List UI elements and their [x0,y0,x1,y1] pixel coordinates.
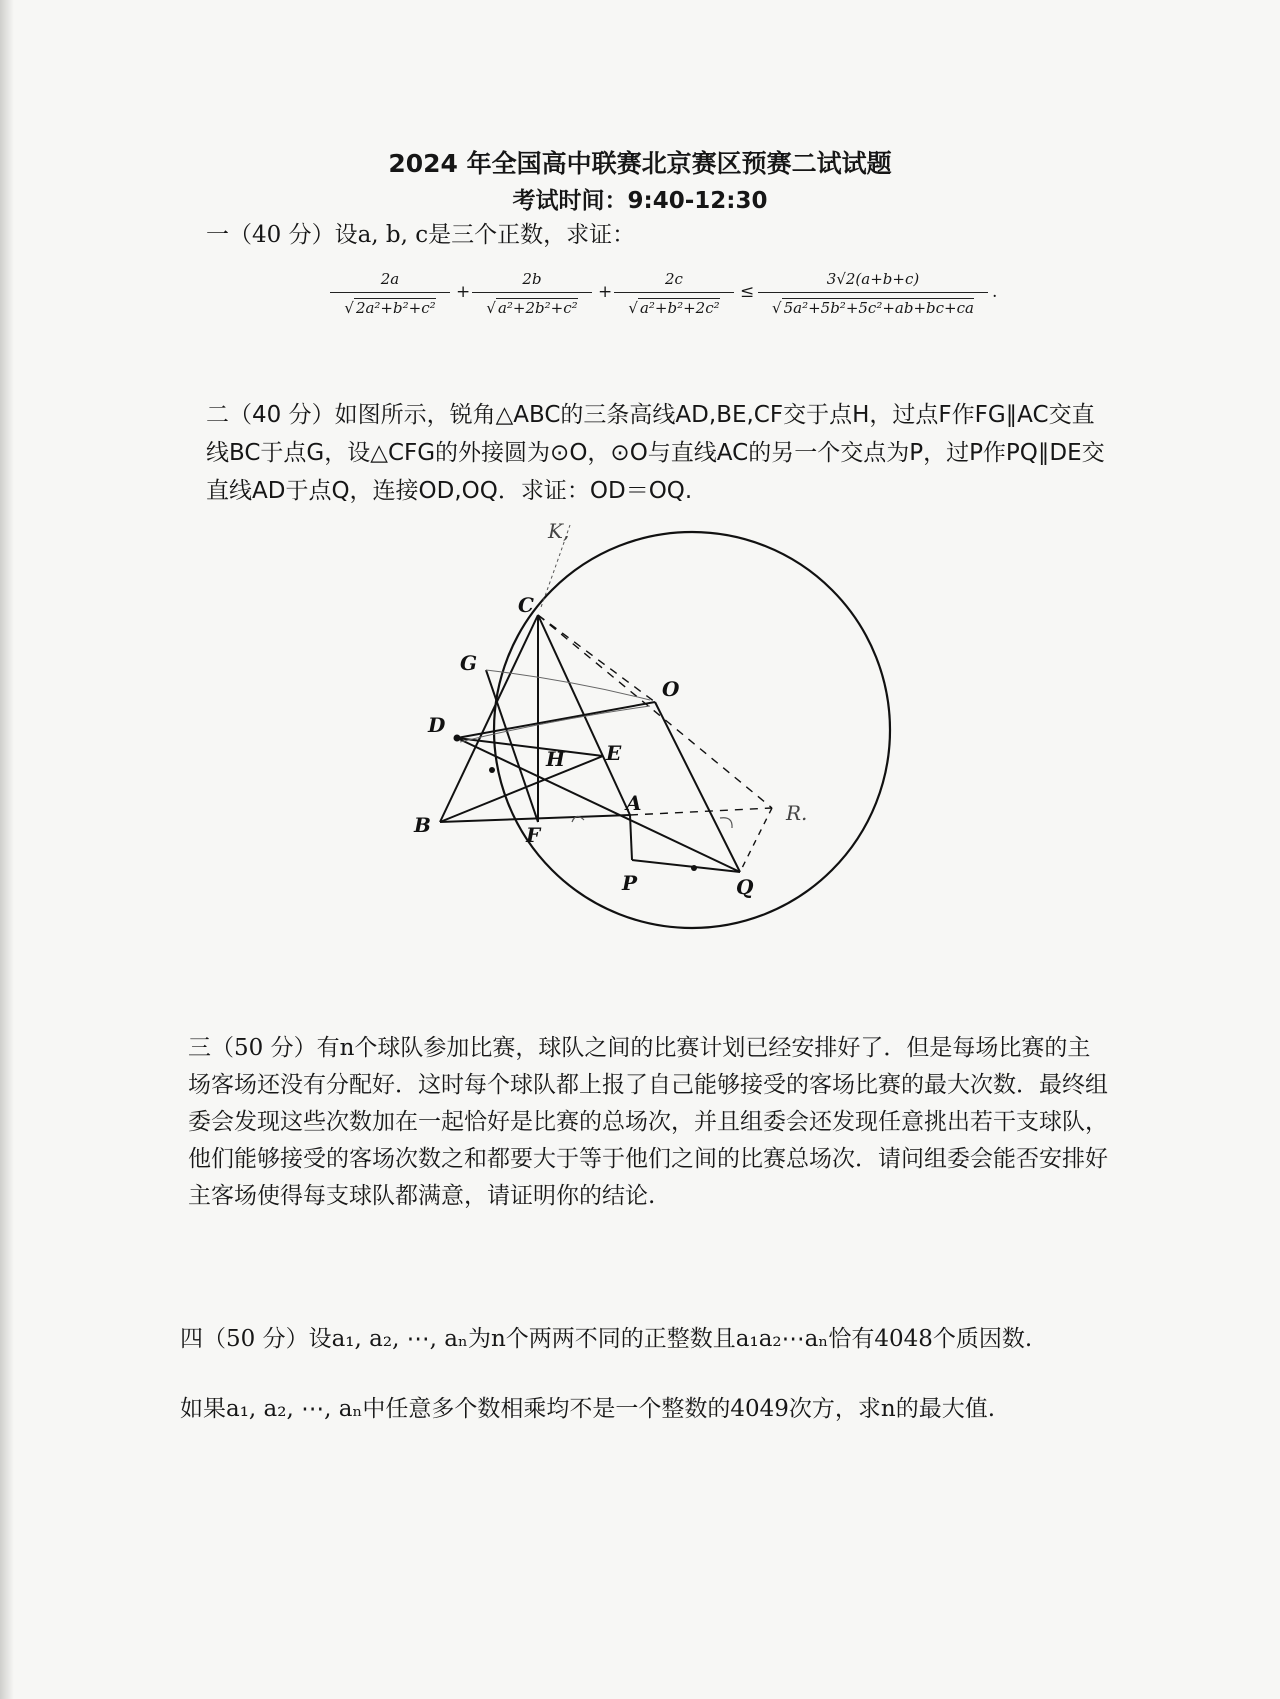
label-o: O [662,677,680,701]
segment-cb [440,615,538,822]
rhs-denominator: 5a²+5b²+5c²+ab+bc+ca [783,299,974,317]
fraction-3: 2c √ a²+b²+2c² [614,268,734,320]
label-e: E [606,741,622,765]
label-p: P [622,871,638,895]
plus-sign-2: + [598,282,613,302]
dashed-cr [538,615,772,808]
fraction-rhs: 3√2(a+b+c) √ 5a²+5b²+5c²+ab+bc+ca [758,268,988,320]
question-4-line-2: 如果a₁, a₂, ⋯, aₙ中任意多个数相乘均不是一个整数的4049次方，求n的最大值. [180,1396,996,1422]
pencil-mark-3 [720,818,732,828]
fraction-1-denominator: 2a²+b²+c² [355,299,436,317]
label-b: B [414,813,431,837]
plus-sign-1: + [456,282,471,302]
dashed-rq [740,808,772,872]
fraction-1-numerator: 2a [380,270,400,288]
segment-pq [632,860,740,872]
rhs-numerator: 3√2(a+b+c) [826,270,920,288]
geometry-diagram [400,520,920,980]
segment-de [457,738,603,756]
label-d: D [428,713,446,737]
label-q: Q [736,875,754,899]
label-h: H [546,747,565,771]
fraction-3-numerator: 2c [665,270,683,288]
label-a: A [626,791,642,815]
exam-time: 考试时间：9:40-12:30 [512,188,768,214]
segment-od [457,702,655,738]
label-r: R. [786,801,808,825]
label-g: G [460,651,478,675]
dashed-co [538,615,655,702]
fraction-2: 2b √ a²+2b²+c² [472,268,592,320]
question-1-inequality [330,268,1030,338]
pencil-line-do [460,706,650,742]
period: . [992,282,998,302]
fraction-2-denominator: a²+2b²+c² [497,299,578,317]
label-k: K, [548,520,570,543]
point-mark [489,767,495,773]
fraction-1: 2a √ 2a²+b²+c² [330,268,450,320]
fraction-2-numerator: 2b [522,270,542,288]
fraction-3-denominator: a²+b²+2c² [639,299,720,317]
page-title: 2024 年全国高中联赛北京赛区预赛二试试题 [388,149,892,178]
dashed-ar [630,808,772,815]
label-f: F [526,823,541,847]
altitude-be [440,756,603,822]
point-mark-pq [691,865,697,871]
question-1-text: 一（40 分）设a, b, c是三个正数，求证： [206,222,636,248]
page-edge-shadow [0,0,14,1699]
leq-sign: ≤ [740,282,755,302]
label-c: C [518,593,534,617]
question-2-text: 二（40 分）如图所示，锐角△ABC的三条高线AD,BE,CF交于点H，过点F作FG∥AC交直线BC于点G，设△CFG的外接圆为⊙O，⊙O与直线AC的另一个交点为P，过P作PQ∥DE交直线AD于点Q，连接OD,OQ．求证：OD＝OQ. [206,402,1105,504]
question-4-line-1: 四（50 分）设a₁, a₂, ⋯, aₙ为n个两两不同的正整数且a₁a₂⋯aₙ恰有4048个质因数. [180,1326,1033,1352]
segment-oq [655,702,740,872]
point-d [454,735,461,742]
question-3-text: 三（50 分）有n个球队参加比赛，球队之间的比赛计划已经安排好了．但是每场比赛的主场客场还没有分配好．这时每个球队都上报了自己能够接受的客场比赛的最大次数．最终组委会发现这些次数加在一起恰好是比赛的总场次，并且组委会还发现任意挑出若干支球队，他们能够接受的客场次数之和都要大于等于他们之间的比赛总场次．请问组委会能否安排好主客场使得每支球队都满意，请证明你的结论. [188,1035,1108,1209]
